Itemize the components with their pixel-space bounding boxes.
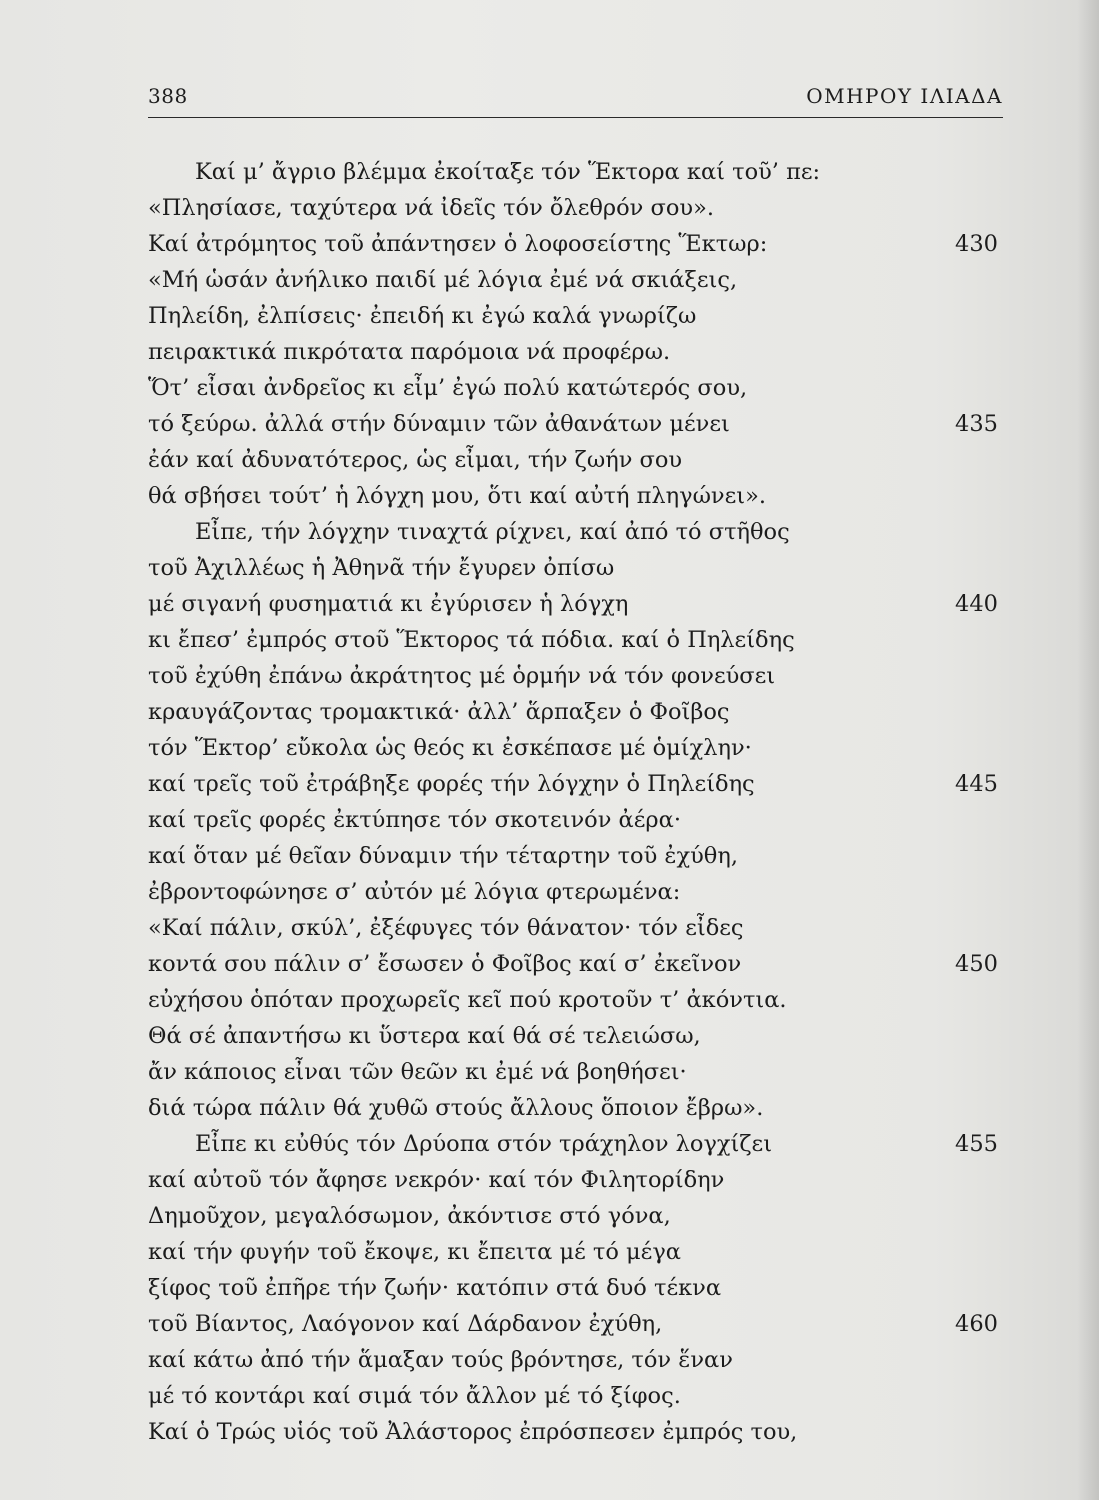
verse-line <box>148 802 998 838</box>
verse-line <box>148 730 998 766</box>
verse-text: «Πλησίασε, ταχύτερα νά ἰδεῖς τόν ὄλεθρόν σου». <box>148 195 715 221</box>
verse-line <box>148 478 998 514</box>
verse-line <box>148 1126 998 1162</box>
page-number: 388 <box>148 84 188 108</box>
verse-line <box>148 370 998 406</box>
verse-text: Ὅτ’ εἶσαι ἀνδρεῖος κι εἶμ’ ἐγώ πολύ κατώτερός σου, <box>148 375 748 401</box>
verse-line <box>148 334 998 370</box>
verse-text: εὐχήσου ὁπόταν προχωρεῖς κεῖ πού κροτοῦν τ’ ἀκόντια. <box>148 987 787 1013</box>
verse-line <box>148 586 998 622</box>
verse-text: Καί ὁ Τρώς υἱός τοῦ Ἀλάστορος ἐπρόσπεσεν ἐμπρός του, <box>148 1419 798 1445</box>
verse-line <box>148 442 998 478</box>
line-number: 445 <box>955 771 998 797</box>
verse-line <box>148 514 998 550</box>
verse-line <box>148 622 998 658</box>
verse-text: τοῦ ἐχύθη ἐπάνω ἀκράτητος μέ ὁρμήν νά τόν φονεύσει <box>148 663 776 689</box>
verse-text: μέ σιγανή φυσηματιά κι ἐγύρισεν ἡ λόγχη <box>148 591 629 617</box>
verse-line <box>148 838 998 874</box>
verse-block <box>148 154 998 1450</box>
verse-text: ἐάν καί ἀδυνατότερος, ὡς εἶμαι, τήν ζωήν σου <box>148 447 683 473</box>
verse-line <box>148 262 998 298</box>
verse-line <box>148 910 998 946</box>
verse-text: ἐβροντοφώνησε σ’ αὐτόν μέ λόγια φτερωμένα: <box>148 879 681 905</box>
verse-line <box>148 694 998 730</box>
verse-text: θά σβήσει τούτ’ ἡ λόγχη μου, ὅτι καί αὐτή πληγώνει». <box>148 483 767 509</box>
verse-text: Δημοῦχον, μεγαλόσωμον, ἀκόντισε στό γόνα, <box>148 1203 671 1229</box>
verse-text: καί τήν φυγήν τοῦ ἔκοψε, κι ἔπειτα μέ τό μέγα <box>148 1239 681 1265</box>
verse-text: ξίφος τοῦ ἐπῆρε τήν ζωήν· κατόπιν στά δυό τέκνα <box>148 1275 722 1301</box>
verse-text: Εἶπε, τήν λόγχην τιναχτά ρίχνει, καί ἀπό τό στῆθος <box>195 519 790 545</box>
verse-line <box>148 874 998 910</box>
verse-text: Καί μ’ ἄγριο βλέμμα ἐκοίταξε τόν Ἕκτορα καί τοῦ’ πε: <box>195 159 821 185</box>
verse-text: Καί ἀτρόμητος τοῦ ἀπάντησεν ὁ λοφοσείστης Ἕκτωρ: <box>148 231 768 257</box>
verse-text: καί τρεῖς φορές ἐκτύπησε τόν σκοτεινόν ἀέρα· <box>148 807 681 833</box>
verse-line <box>148 1054 998 1090</box>
verse-text: Εἶπε κι εὐθύς τόν Δρύοπα στόν τράχηλον λογχίζει <box>195 1131 773 1157</box>
verse-line <box>148 1234 998 1270</box>
verse-text: τό ξεύρω. ἀλλά στήν δύναμιν τῶν ἀθανάτων μένει <box>148 411 730 437</box>
verse-text: καί κάτω ἀπό τήν ἅμαξαν τούς βρόντησε, τόν ἕναν <box>148 1347 733 1373</box>
verse-text: τοῦ Βίαντος, Λαόγονον καί Δάρδανον ἐχύθη, <box>148 1311 663 1337</box>
verse-line <box>148 550 998 586</box>
verse-text: καί ὅταν μέ θεῖαν δύναμιν τήν τέταρτην τοῦ ἐχύθη, <box>148 843 738 869</box>
running-title: ΟΜΗΡΟΥ ΙΛΙΑΔΑ <box>806 84 1003 108</box>
page-header <box>148 80 1003 120</box>
line-number: 440 <box>955 591 998 617</box>
verse-line <box>148 982 998 1018</box>
line-number: 460 <box>955 1311 998 1337</box>
verse-line <box>148 1090 998 1126</box>
line-number: 450 <box>955 951 998 977</box>
verse-text: μέ τό κοντάρι καί σιμά τόν ἄλλον μέ τό ξίφος. <box>148 1383 681 1409</box>
verse-line <box>148 658 998 694</box>
verse-line <box>148 1018 998 1054</box>
verse-line <box>148 1270 998 1306</box>
verse-line <box>148 1342 998 1378</box>
verse-line <box>148 766 998 802</box>
page-binding-shadow <box>1077 0 1099 1500</box>
verse-line <box>148 1414 998 1450</box>
verse-line <box>148 298 998 334</box>
verse-line <box>148 190 998 226</box>
line-number: 435 <box>955 411 998 437</box>
header-rule <box>148 117 1003 118</box>
verse-line <box>148 1162 998 1198</box>
verse-line <box>148 1378 998 1414</box>
line-number: 455 <box>955 1131 998 1157</box>
verse-text: κι ἔπεσ’ ἐμπρός στοῦ Ἕκτορος τά πόδια. καί ὁ Πηλείδης <box>148 627 795 653</box>
verse-text: ἄν κάποιος εἶναι τῶν θεῶν κι ἐμέ νά βοηθήσει· <box>148 1059 687 1085</box>
verse-line <box>148 226 998 262</box>
verse-line <box>148 1306 998 1342</box>
verse-text: κοντά σου πάλιν σ’ ἔσωσεν ὁ Φοῖβος καί σ’ ἐκεῖνον <box>148 951 742 977</box>
verse-text: διά τώρα πάλιν θά χυθῶ στούς ἄλλους ὅποιον ἔβρω». <box>148 1095 764 1121</box>
verse-text: καί τρεῖς τοῦ ἐτράβηξε φορές τήν λόγχην ὁ Πηλείδης <box>148 771 755 797</box>
verse-text: κραυγάζοντας τρομακτικά· ἀλλ’ ἅρπαξεν ὁ Φοῖβος <box>148 699 730 725</box>
verse-line <box>148 406 998 442</box>
line-number: 430 <box>955 231 998 257</box>
verse-text: Πηλείδη, ἐλπίσεις· ἐπειδή κι ἐγώ καλά γνωρίζω <box>148 303 697 329</box>
verse-text: «Μή ὡσάν ἀνήλικο παιδί μέ λόγια ἐμέ νά σκιάξεις, <box>148 267 738 293</box>
verse-text: τόν Ἕκτορ’ εὔκολα ὡς θεός κι ἐσκέπασε μέ ὁμίχλην· <box>148 735 752 761</box>
verse-text: «Καί πάλιν, σκύλ’, ἐξέφυγες τόν θάνατον· τόν εἶδες <box>148 915 744 941</box>
verse-text: Θά σέ ἀπαντήσω κι ὕστερα καί θά σέ τελειώσω, <box>148 1023 701 1049</box>
verse-text: τοῦ Ἀχιλλέως ἡ Ἀθηνᾶ τήν ἔγυρεν ὀπίσω <box>148 555 615 581</box>
verse-line <box>148 946 998 982</box>
verse-line <box>148 154 998 190</box>
verse-text: καί αὐτοῦ τόν ἄφησε νεκρόν· καί τόν Φιλητορίδην <box>148 1167 725 1193</box>
verse-text: πειρακτικά πικρότατα παρόμοια νά προφέρω. <box>148 339 671 365</box>
verse-line <box>148 1198 998 1234</box>
